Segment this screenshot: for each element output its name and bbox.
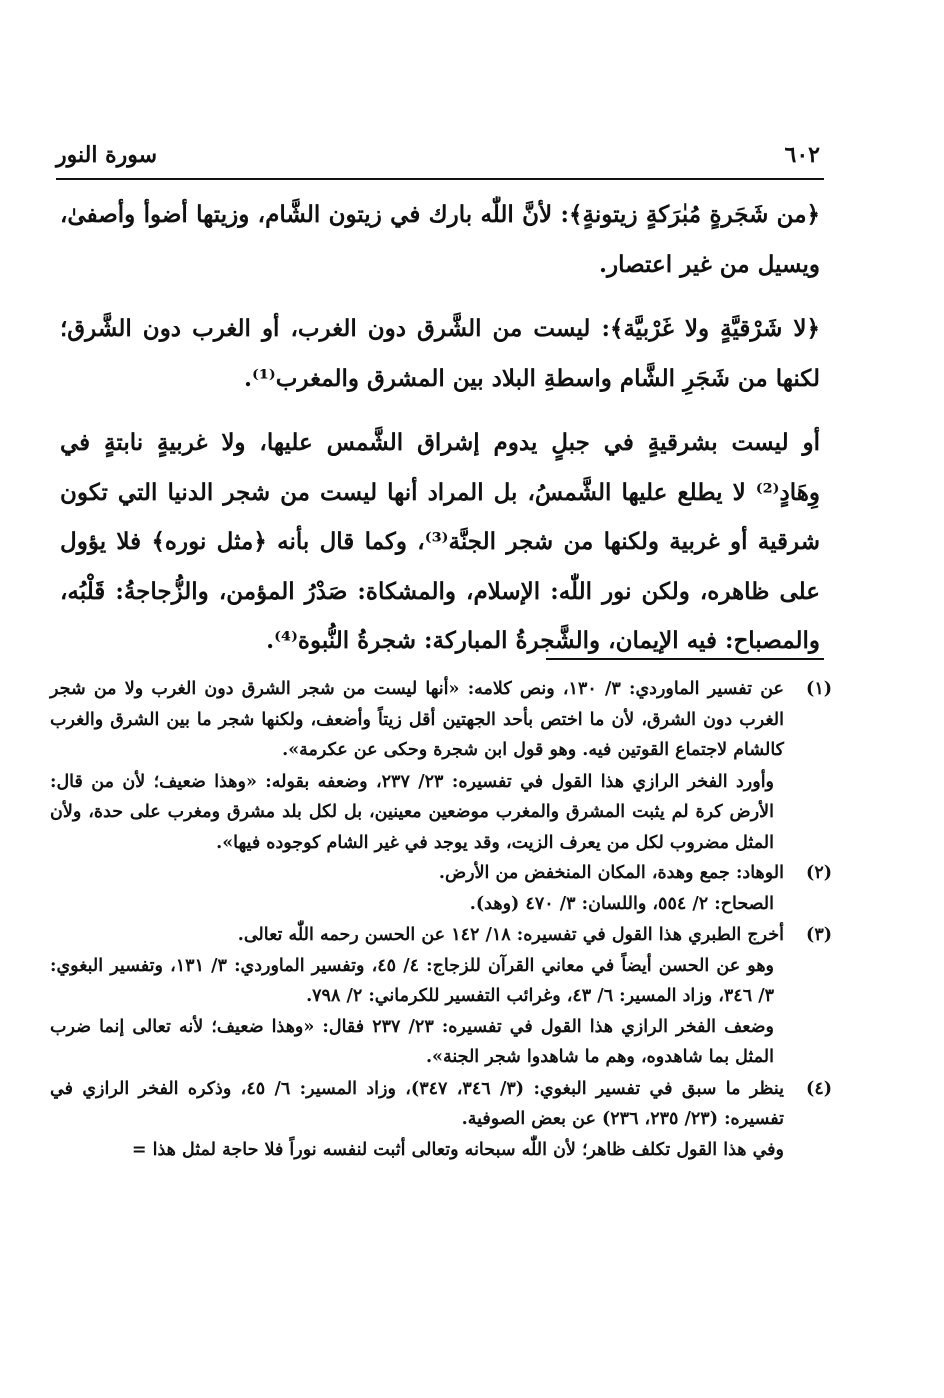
footnote-number: (٣) <box>806 925 832 945</box>
footnotes <box>50 674 832 1166</box>
footnote-line: وأورد الفخر الرازي هذا القول في تفسيره: ٢٣/ ٢٣٧، وضعفه بقوله: «وهذا ضعيف؛ لأن من قال: الأرض كرة لم يثبت المشرق والمغرب موضعين معينين، بل لكل بلد مشرق ومغرب على حدة، ولأن المثل مضروب لكل من يعرف الزيت، وقد يوجد في غير الشام كوجوده فيها». <box>50 771 775 853</box>
page-header <box>56 138 824 180</box>
footnote-line: الصحاح: ٢/ ٥٥٤، واللسان: ٣/ ٤٧٠ (وهد). <box>469 893 774 914</box>
footnote-1-continuation <box>50 767 832 859</box>
footnote-separator <box>546 658 824 660</box>
footnote-4 <box>50 1074 832 1166</box>
footnote-number: (١) <box>806 679 832 699</box>
main-text <box>60 190 820 666</box>
paragraph: ﴿لا شَرْقيَّةٍ ولا غَرْبيَّة﴾: ليست من الشَّرق دون الغرب، أو الغرب دون الشَّرق؛ لكنها من شَجَرِ الشَّام واسطةِ البلاد بين المشرق والمغرب⁽¹⁾. <box>60 315 820 392</box>
footnote-3 <box>50 920 832 1073</box>
footnote-body <box>50 1074 784 1166</box>
footnote-line: ينظر ما سبق في تفسير البغوي: (٣/ ٣٤٦، ٣٤٧)، وزاد المسير: ٦/ ٤٥، وذكره الفخر الرازي في تفسيره: (٢٣/ ٢٣٥، ٢٣٦) عن بعض الصوفية. <box>50 1078 785 1129</box>
surah-title: سورة النور <box>56 142 158 168</box>
footnote-1 <box>50 674 832 766</box>
footnote-body <box>50 674 784 766</box>
footnote-2 <box>50 858 832 919</box>
footnote-line: الوهاد: جمع وهدة، المكان المنخفض من الأرض. <box>438 863 784 883</box>
footnote-body <box>50 858 784 919</box>
footnote-line: وهو عن الحسن أيضاً في معاني القرآن للزجاج: ٤/ ٤٥، وتفسير الماوردي: ٣/ ١٣١، وتفسير البغوي: ٣/ ٣٤٦، وزاد المسير: ٦/ ٤٣، وغرائب التفسير للكرماني: ٢/ ٧٩٨. <box>50 955 774 1006</box>
paragraph: أو ليست بشرقيةٍ في جبلٍ يدوم إشراق الشَّمس عليها، ولا غربيةٍ نابتةٍ في وِهَادٍ⁽²⁾ لا يطلع عليها الشَّمسُ، بل المراد أنها ليست من شجر الدنيا التي تكون شرقية أو غربية ولكنها من شجر الجنَّة⁽³⁾، وكما قال بأنه ﴿مثل نوره﴾ فلا يؤول على ظاهره، ولكن نور اللّٰه: الإسلام، والمشكاة: صَدْرُ المؤمن، والزُّجاجةُ: قَلْبُه، والمصباح: فيه الإيمان، والشَّجرةُ المباركة: شجرةُ النُّبوة⁽⁴⁾. <box>60 429 820 654</box>
footnote-line: أخرج الطبري هذا القول في تفسيره: ١٨/ ١٤٢ عن الحسن رحمه اللّٰه تعالى. <box>237 925 784 945</box>
footnote-line: عن تفسير الماوردي: ٣/ ١٣٠، ونص كلامه: «أنها ليست من شجر الشرق دون الغرب ولا من شجر الغرب دون الشرق، لأن ما اختص بأحد الجهتين أقل زيتاً وأضعف، ولكنها شجر ما بين الشرق والغرب كالشام لاجتماع القوتين فيه. وهو قول ابن شجرة وحكى عن عكرمة». <box>50 679 784 760</box>
page-number: ٦٠٢ <box>784 142 820 168</box>
paragraph: ﴿من شَجَرةٍ مُبٰرَكةٍ زيتونةٍ﴾: لأنَّ اللّٰه بارك في زيتون الشَّام، وزيتها أضوأ وأصفىٰ، ويسيل من غير اعتصار. <box>60 201 820 278</box>
footnote-body <box>50 920 784 1073</box>
footnote-number: (٤) <box>806 1078 832 1099</box>
footnote-line: وفي هذا القول تكلف ظاهر؛ لأن اللّٰه سبحانه وتعالى أثبت لنفسه نوراً فلا حاجة لمثل هذا = <box>131 1139 784 1160</box>
footnote-number: (٢) <box>806 863 832 883</box>
footnote-line: وضعف الفخر الرازي هذا القول في تفسيره: ٢٣/ ٢٣٧ فقال: «وهذا ضعيف؛ لأنه تعالى إنما ضرب المثل بما شاهدوه، وهم ما شاهدوا شجر الجنة». <box>50 1016 774 1067</box>
